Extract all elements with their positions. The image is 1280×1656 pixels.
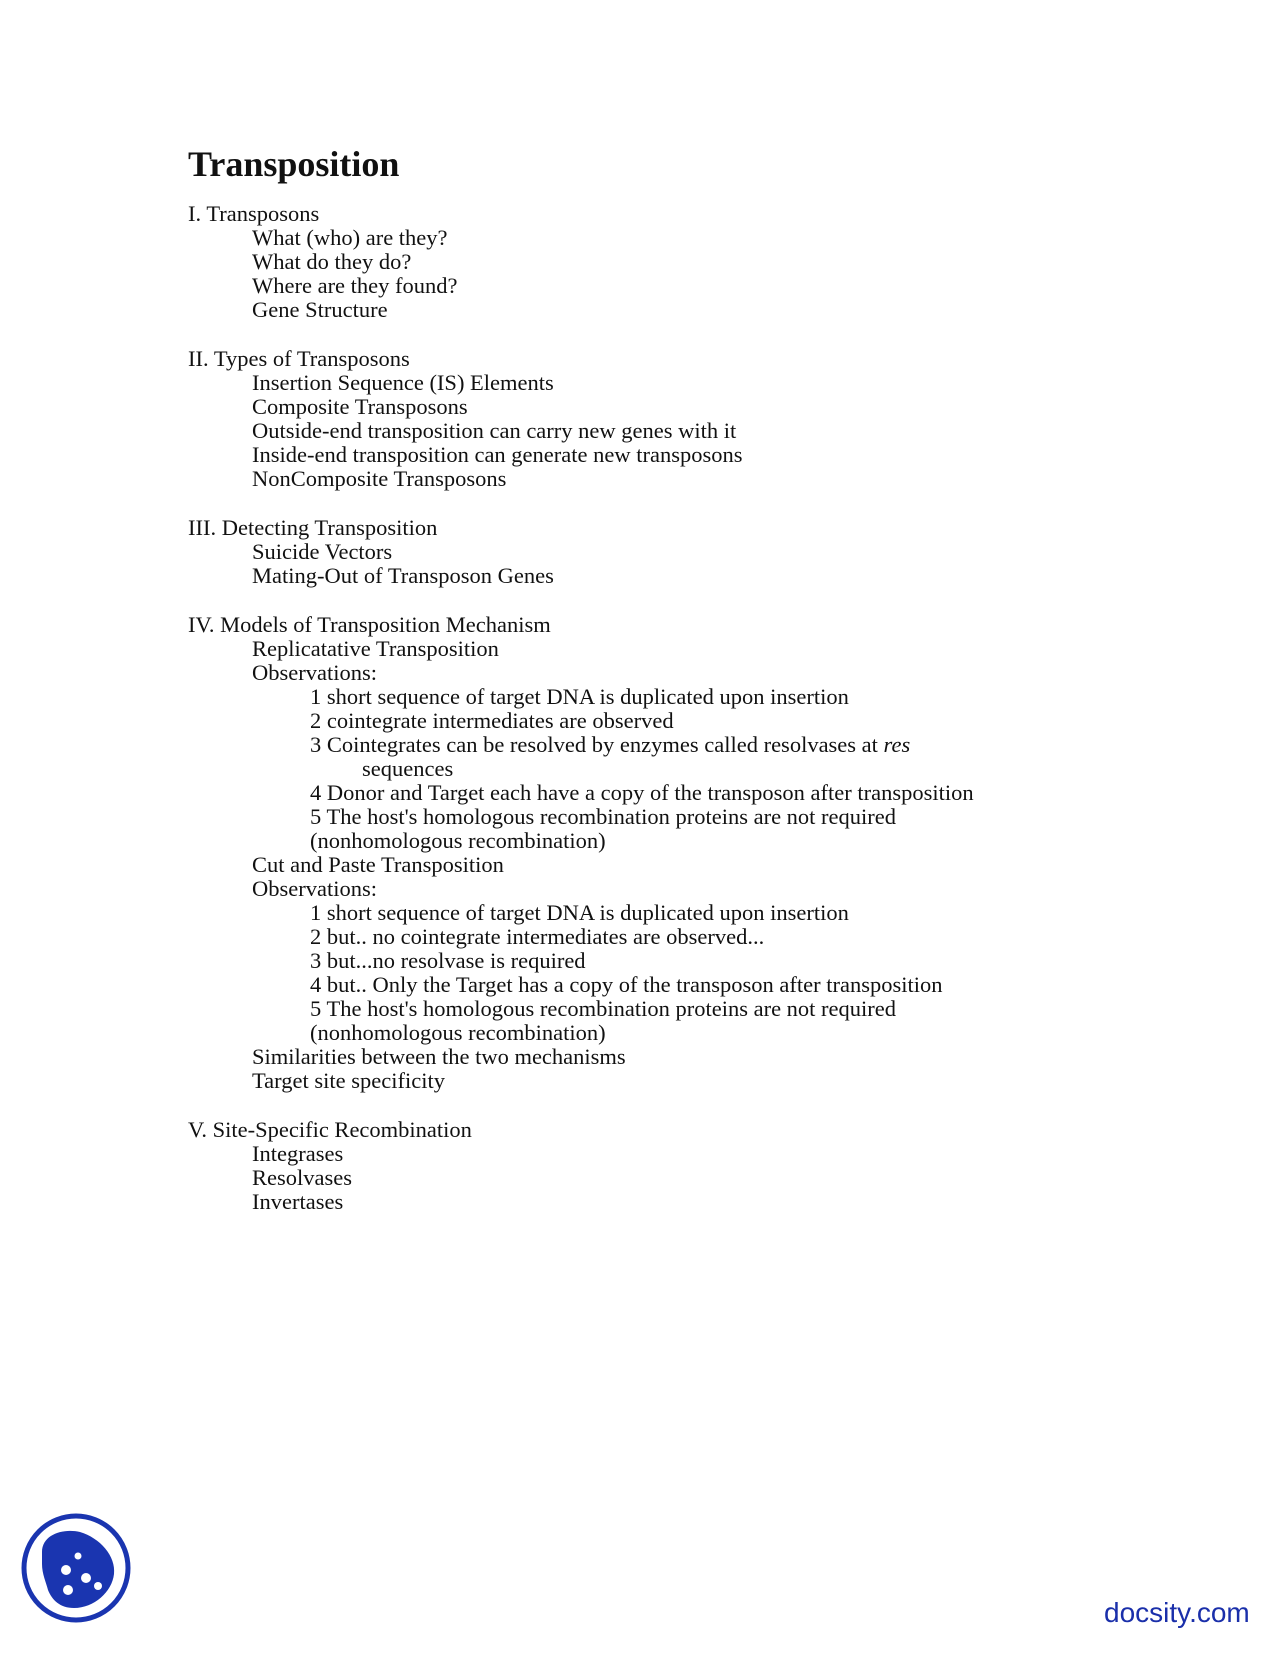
section-heading-4: IV. Models of Transposition Mechanism (188, 612, 551, 637)
outline-item: Insertion Sequence (IS) Elements (252, 370, 554, 395)
observation-continuation: (nonhomologous recombination) (310, 1020, 606, 1045)
outline-item: Target site specificity (252, 1068, 445, 1093)
observation-item: 3 but...no resolvase is required (310, 948, 586, 973)
observation-item: 4 but.. Only the Target has a copy of the transposon after transposition (310, 972, 943, 997)
outline-item: Mating-Out of Transposon Genes (252, 563, 554, 588)
subsection-cut-and-paste: Cut and Paste Transposition (252, 852, 504, 877)
outline-item: Resolvases (252, 1165, 352, 1190)
page-title: Transposition (188, 144, 400, 184)
outline-item: Composite Transposons (252, 394, 468, 419)
outline-item: What (who) are they? (252, 225, 448, 250)
observation-item: 2 cointegrate intermediates are observed (310, 708, 674, 733)
outline-item: NonComposite Transposons (252, 466, 507, 491)
observation-item-3 (310, 732, 910, 757)
outline-item: Similarities between the two mechanisms (252, 1044, 626, 1069)
outline-item: Inside-end transposition can generate new transposons (252, 442, 743, 467)
outline-item: Invertases (252, 1189, 344, 1214)
subsection-replicative: Replicatative Transposition (252, 636, 499, 661)
docsity-logo-icon[interactable] (20, 1512, 132, 1624)
observation-item: 2 but.. no cointegrate intermediates are observed... (310, 924, 765, 949)
observation-continuation: (nonhomologous recombination) (310, 828, 606, 853)
outline-item: Suicide Vectors (252, 539, 393, 564)
observation-item: 5 The host's homologous recombination proteins are not required (310, 804, 897, 829)
observation-item: 4 Donor and Target each have a copy of the transposon after transposition (310, 780, 974, 805)
observations-label: Observations: (252, 876, 377, 901)
section-heading-2: II. Types of Transposons (188, 346, 410, 371)
observation-item: 1 short sequence of target DNA is duplicated upon insertion (310, 684, 849, 709)
observation-continuation: sequences (362, 756, 454, 781)
outline-item: What do they do? (252, 249, 412, 274)
observation-text: 3 Cointegrates can be resolved by enzymes called resolvases at (310, 732, 878, 757)
outline-item: Gene Structure (252, 297, 388, 322)
docsity-brand-link[interactable]: docsity.com (1104, 1597, 1250, 1628)
observations-label: Observations: (252, 660, 377, 685)
section-heading-3: III. Detecting Transposition (188, 515, 438, 540)
outline-item: Integrases (252, 1141, 344, 1166)
observation-item: 5 The host's homologous recombination proteins are not required (310, 996, 897, 1021)
res-term: res (883, 732, 911, 757)
section-heading-1: I. Transposons (188, 201, 320, 226)
section-heading-5: V. Site-Specific Recombination (188, 1117, 472, 1142)
outline-item: Outside-end transposition can carry new genes with it (252, 418, 737, 443)
outline-item: Where are they found? (252, 273, 458, 298)
observation-item: 1 short sequence of target DNA is duplicated upon insertion (310, 900, 849, 925)
